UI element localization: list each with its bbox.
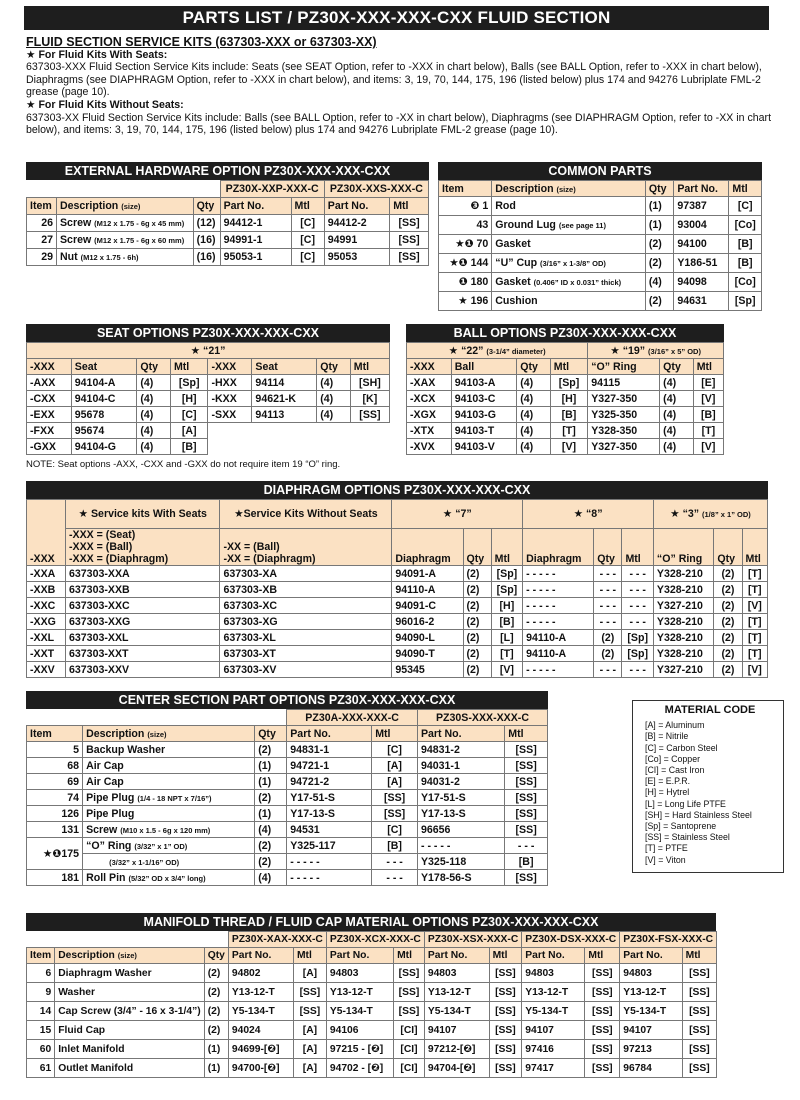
- service-kits-intro: [26, 36, 774, 137]
- ball-options-table: ★ “22” (3-1/4” diameter) ★ “19” (3/16” x 5” OD) -XXX Ball Qty Mtl “O” Ring Qty Mtl -XAX 94103-A (4) [Sp] 94115 (4) [E] -XCX 94103-C (4) [H] Y327-350 (4) [V] -XGX 94103-G (4) [B] Y325-350 (4) [B] -XTX 94103-T (4) [T] Y328-350 (4) [T] -XVX 94103-V (4) [V] Y327-350 (4) [V]: [406, 342, 724, 455]
- col-header: Part No.: [324, 198, 389, 215]
- group-header: ★ “3” (1/8” x 1” OD): [653, 500, 767, 529]
- col-header: Part No.: [674, 181, 729, 197]
- group-header: PZ30X-XSX-XXX-C: [424, 932, 521, 948]
- common-parts-section: [438, 162, 762, 311]
- table-row: -XAX 94103-A (4) [Sp] 94115 (4) [E]: [407, 375, 724, 391]
- group-header: ★ “22” (3-1/4” diameter): [407, 343, 588, 359]
- group-header: ★ Service kits With Seats: [66, 500, 220, 529]
- material-item: [A] = Aluminum: [645, 720, 705, 731]
- table-row: ★❶175 “O” Ring (3/32” x 1” OD) (2) Y325-117 [B] - - - - - - - -: [27, 838, 548, 854]
- center-section-title: CENTER SECTION PART OPTIONS PZ30X-XXX-XXX-CXX: [26, 691, 548, 709]
- material-code-legend: [632, 700, 784, 873]
- group-header: PZ30X-XXS-XXX-C: [324, 181, 428, 198]
- table-row: -XGX 94103-G (4) [B] Y325-350 (4) [B]: [407, 407, 724, 423]
- group-header: ★ “8”: [523, 500, 654, 529]
- kits-with-seats-text: 637303-XXX Fluid Section Service Kits include: Seats (see SEAT Option, refer to -XXX in chart below), Balls (see BALL Option, refer to -XXX in chart below), Diaphragms (see DIAPHRAGM Option, refer to -XXX in chart below), and items: 3, 19, 70, 144, 175, 196 (listed below) plus 174 and 94276 Lubriplate FML-2 grease (page 10).: [26, 61, 762, 99]
- kits-without-seats-heading: ★ For Fluid Kits Without Seats:: [26, 98, 184, 111]
- external-hardware-section: [26, 162, 429, 266]
- center-section-section: [26, 691, 548, 886]
- group-header: PZ30S-XXX-XXX-C: [417, 710, 547, 726]
- col-header: Part No.: [220, 198, 291, 215]
- table-row: 69 Air Cap (1) 94721-2 [A] 94031-2 [SS]: [27, 774, 548, 790]
- page-title: PARTS LIST / PZ30X-XXX-XXX-CXX FLUID SECTION: [24, 6, 769, 30]
- group-header: PZ30A-XXX-XXX-C: [287, 710, 418, 726]
- table-row: -FXX 95674 (4) [A]: [27, 423, 390, 439]
- table-row: 43 Ground Lug (see page 11) (1) 93004 [Co]: [439, 216, 762, 235]
- service-kits-heading: FLUID SECTION SERVICE KITS (637303-XXX or 637303-XX): [26, 35, 377, 49]
- table-row: 131 Screw (M10 x 1.5 - 6g x 120 mm) (4) 94531 [C] 96656 [SS]: [27, 822, 548, 838]
- seat-note: NOTE: Seat options -AXX, -CXX and -GXX do not require item 19 “O” ring.: [26, 459, 341, 470]
- table-row: -CXX 94104-C (4) [H] -KXX 94621-K (4) [K]: [27, 391, 390, 407]
- group-header: PZ30X-XXP-XXX-C: [220, 181, 324, 198]
- table-row: ★❶ 144 “U” Cup (3/16” x 1-3/8” OD) (2) Y186-51 [B]: [439, 254, 762, 273]
- group-header: ★ “21”: [27, 343, 390, 359]
- seat-options-section: [26, 324, 390, 470]
- kits-with-seats-heading: ★ For Fluid Kits With Seats:: [26, 48, 168, 61]
- group-header: PZ30X-DSX-XXX-C: [522, 932, 620, 948]
- table-row: 181 Roll Pin (5/32” OD x 3/4” long) (4) - - - - - - - - Y178-56-S [SS]: [27, 870, 548, 886]
- group-header: PZ30X-FSX-XXX-C: [620, 932, 717, 948]
- common-parts-title: COMMON PARTS: [438, 162, 762, 180]
- table-row: 68 Air Cap (1) 94721-1 [A] 94031-1 [SS]: [27, 758, 548, 774]
- seat-options-title: SEAT OPTIONS PZ30X-XXX-XXX-CXX: [26, 324, 390, 342]
- material-item: [T] = PTFE: [645, 843, 688, 854]
- table-row: -XCX 94103-C (4) [H] Y327-350 (4) [V]: [407, 391, 724, 407]
- group-header: PZ30X-XAX-XXX-C: [228, 932, 326, 948]
- external-hardware-title: EXTERNAL HARDWARE OPTION PZ30X-XXX-XXX-CXX: [26, 162, 429, 180]
- material-code-title: MATERIAL CODE: [664, 704, 756, 716]
- table-row: 29 Nut (M12 x 1.75 - 6h) (16) 95053-1 [C] 95053 [SS]: [27, 249, 429, 266]
- table-row: ❸ 1 Rod (1) 97387 [C]: [439, 197, 762, 216]
- diaphragm-options-table: -XXX ★ Service kits With Seats ★Service Kits Without Seats ★ “7” ★ “8” ★ “3” (1/8” x 1” OD) -XXX = (Seat) -XXX = (Ball) -XXX = (Diaphragm) -XX = (Ball) -XX = (Diaphragm) Diaphragm Qty Mtl Diaphragm Qty Mtl “O” Ring Qty Mtl -XXA 637303-XXA 637303-XA 94091-A (2) [Sp] - - - - - - - - - - - Y328-210 (2) [T] -XXB 637303-XXB 637303-XB 94110-A (2) [Sp] - - - - - - - - - - - Y328-210 (2) [T] -XXC 637303-XXC 637303-XC 94091-C (2) [H] - - - - - - - - - - - Y327-210 (2) [V] -XXG 637303-XXG 637303-XG 96016-2 (2) [B] - - - - - - - - - - - Y328-210 (2) [T] -XXL 637303-XXL 637303-XL 94090-L (2) [L] 94110-A (2) [Sp] Y328-210 (2) [T] -XXT 637303-XXT 637303-XT 94090-T (2) [T] 94110-A (2) [Sp] Y328-210 (2) [T] -XXV 637303-XXV 637303-XV 95345 (2) [V] - - - - - - - - - - - Y327-210 (2) [V]: [26, 499, 768, 678]
- group-header: ★ “7”: [392, 500, 523, 529]
- table-row: 126 Pipe Plug (1) Y17-13-S [SS] Y17-13-S [SS]: [27, 806, 548, 822]
- common-parts-table: [438, 180, 762, 311]
- diaphragm-options-section: [26, 481, 768, 678]
- table-row: 26 Screw (M12 x 1.75 - 6g x 45 mm) (12) 94412-1 [C] 94412-2 [SS]: [27, 215, 429, 232]
- material-item: [V] = Viton: [645, 854, 686, 865]
- table-row: 6 Diaphragm Washer (2) 94802 [A] 94803 [SS] 94803 [SS] 94803 [SS] 94803 [SS]: [27, 964, 717, 983]
- table-row: 15 Fluid Cap (2) 94024 [A] 94106 [CI] 94107 [SS] 94107 [SS] 94107 [SS]: [27, 1021, 717, 1040]
- table-row: -XXV 637303-XXV 637303-XV 95345 (2) [V] - - - - - - - - - - - Y327-210 (2) [V]: [27, 662, 768, 678]
- table-row: 61 Outlet Manifold (1) 94700-[❷] [A] 94702 - [❷] [CI] 94704-[❷] [SS] 97417 [SS] 96784 [SS]: [27, 1059, 717, 1078]
- group-header: ★ “19” (3/16” x 5” OD): [588, 343, 724, 359]
- group-header: ★Service Kits Without Seats: [220, 500, 392, 529]
- manifold-title: MANIFOLD THREAD / FLUID CAP MATERIAL OPTIONS PZ30X-XXX-XXX-CXX: [26, 913, 716, 931]
- table-row: -EXX 95678 (4) [C] -SXX 94113 (4) [SS]: [27, 407, 390, 423]
- center-section-table: PZ30A-XXX-XXX-C PZ30S-XXX-XXX-C Item Description (size) Qty Part No. Mtl Part No. Mtl 5 Backup Washer (2) 94831-1 [C] 94831-2 [SS] 68 Air Cap (1) 94721-1 [A] 94031-1 [SS] 69 Air Cap (1) 94721-2 [A] 94031-2 [SS] 74 Pipe Plug (1/4 - 18 NPT x 7/16”) (2) Y17-51-S [SS] Y17-51-S [SS] 126 Pipe Plug (1) Y17-13-S [SS] Y17-13-S [SS] 131 Screw (M10 x 1.5 - 6g x 120 mm) (4) 94531 [C] 96656 [SS] ★❶175 “O” Ring (3/32” x 1” OD) (2) Y325-117 [B] - - - - - - - - (3/32” x 1-1/16” OD) (2) - - - - - - - - Y325-118 [B] 181 Roll Pin (5/32” OD x 3/4” long) (4) - - - - - - - - Y178-56-S [SS]: [26, 709, 548, 886]
- table-row: 74 Pipe Plug (1/4 - 18 NPT x 7/16”) (2) Y17-51-S [SS] Y17-51-S [SS]: [27, 790, 548, 806]
- col-header: Qty: [193, 198, 220, 215]
- col-header: Qty: [645, 181, 674, 197]
- table-row: ★❶ 70 Gasket (2) 94100 [B]: [439, 235, 762, 254]
- col-header: Mtl: [729, 181, 762, 197]
- ball-options-title: BALL OPTIONS PZ30X-XXX-XXX-CXX: [406, 324, 724, 342]
- table-row: -GXX 94104-G (4) [B]: [27, 439, 390, 455]
- seat-options-table: ★ “21” -XXX Seat Qty Mtl -XXX Seat Qty Mtl -AXX 94104-A (4) [Sp] -HXX 94114 (4) [SH] -CXX 94104-C (4) [H] -KXX 94621-K (4) [K] -EXX 95678 (4) [C] -SXX 94113 (4) [SS] -FXX 95674 (4) [A] -GXX 94104-G (4) [B]: [26, 342, 390, 455]
- external-hardware-table: [26, 180, 429, 266]
- table-row: -XXG 637303-XXG 637303-XG 96016-2 (2) [B] - - - - - - - - - - - Y328-210 (2) [T]: [27, 614, 768, 630]
- material-item: [H] = Hytrel: [645, 787, 690, 798]
- material-item: [SS] = Stainless Steel: [645, 832, 730, 843]
- col-header: Item: [439, 181, 492, 197]
- material-item: [Sp] = Santoprene: [645, 821, 717, 832]
- kits-without-seats-text: 637303-XX Fluid Section Service Kits include: Balls (see BALL Option, refer to -XX in chart below), Diaphragms (see DIAPHRAGM Option, refer to -XX in chart below), and items: 3, 19, 70, 144, 175, 196 (listed below) plus 174 and 94276 Lubriplate FML-2 grease (page 10).: [26, 111, 772, 137]
- col-header: Mtl: [390, 198, 429, 215]
- table-row: -XVX 94103-V (4) [V] Y327-350 (4) [V]: [407, 439, 724, 455]
- material-item: [C] = Carbon Steel: [645, 742, 718, 753]
- table-row: -XXC 637303-XXC 637303-XC 94091-C (2) [H] - - - - - - - - - - - Y327-210 (2) [V]: [27, 598, 768, 614]
- table-row: ★ 196 Cushion (2) 94631 [Sp]: [439, 292, 762, 311]
- table-row: 60 Inlet Manifold (1) 94699-[❷] [A] 97215 - [❷] [CI] 97212-[❷] [SS] 97416 [SS] 97213 [SS]: [27, 1040, 717, 1059]
- table-row: 27 Screw (M12 x 1.75 - 6g x 60 mm) (16) 94991-1 [C] 94991 [SS]: [27, 232, 429, 249]
- material-item: [Co] = Copper: [645, 753, 701, 764]
- table-row: -XXA 637303-XXA 637303-XA 94091-A (2) [Sp] - - - - - - - - - - - Y328-210 (2) [T]: [27, 566, 768, 582]
- manifold-table: PZ30X-XAX-XXX-C PZ30X-XCX-XXX-C PZ30X-XSX-XXX-C PZ30X-DSX-XXX-C PZ30X-FSX-XXX-C Item Description (size) Qty Part No. Mtl Part No. Mtl Part No. Mtl Part No. Mtl Part No. Mtl 6 Diaphragm Washer (2) 94802 [A] 94803 [SS] 94803 [SS] 94803 [SS] 94803 [SS] 9 Washer (2) Y13-12-T [SS] Y13-12-T [SS] Y13-12-T [SS] Y13-12-T [SS] Y13-12-T [SS] 14 Cap Screw (3/4” - 16 x 3-1/4”) (2) Y5-134-T [SS] Y5-134-T [SS] Y5-134-T [SS] Y5-134-T [SS] Y5-134-T [SS] 15 Fluid Cap (2) 94024 [A] 94106 [CI] 94107 [SS] 94107 [SS] 94107 [SS] 60 Inlet Manifold (1) 94699-[❷] [A] 97215 - [❷] [CI] 97212-[❷] [SS] 97416 [SS] 97213 [SS] 61 Outlet Manifold (1) 94700-[❷] [A] 94702 - [❷] [CI] 94704-[❷] [SS] 97417 [SS] 96784 [SS]: [26, 931, 717, 1078]
- material-item: [E] = E.P.R.: [645, 776, 691, 787]
- table-row: -XXB 637303-XXB 637303-XB 94110-A (2) [Sp] - - - - - - - - - - - Y328-210 (2) [T]: [27, 582, 768, 598]
- table-row: 9 Washer (2) Y13-12-T [SS] Y13-12-T [SS] Y13-12-T [SS] Y13-12-T [SS] Y13-12-T [SS]: [27, 983, 717, 1002]
- ball-options-section: [406, 324, 724, 455]
- material-item: [SH] = Hard Stainless Steel: [645, 809, 752, 820]
- material-item: [B] = Nitrile: [645, 731, 689, 742]
- diaphragm-options-title: DIAPHRAGM OPTIONS PZ30X-XXX-XXX-CXX: [26, 481, 768, 499]
- manifold-section: [26, 913, 716, 1078]
- col-header: Mtl: [291, 198, 324, 215]
- table-row: ❶ 180 Gasket (0.406” ID x 0.031” thick) (4) 94098 [Co]: [439, 273, 762, 292]
- group-header: PZ30X-XCX-XXX-C: [326, 932, 424, 948]
- table-row: 14 Cap Screw (3/4” - 16 x 3-1/4”) (2) Y5-134-T [SS] Y5-134-T [SS] Y5-134-T [SS] Y5-134-T [SS] Y5-134-T [SS]: [27, 1002, 717, 1021]
- table-row: -AXX 94104-A (4) [Sp] -HXX 94114 (4) [SH]: [27, 375, 390, 391]
- table-row: -XTX 94103-T (4) [T] Y328-350 (4) [T]: [407, 423, 724, 439]
- table-row: -XXT 637303-XXT 637303-XT 94090-T (2) [T] 94110-A (2) [Sp] Y328-210 (2) [T]: [27, 646, 768, 662]
- table-row: -XXL 637303-XXL 637303-XL 94090-L (2) [L] 94110-A (2) [Sp] Y328-210 (2) [T]: [27, 630, 768, 646]
- material-item: [CI] = Cast Iron: [645, 765, 705, 776]
- table-row: (3/32” x 1-1/16” OD) (2) - - - - - - - - Y325-118 [B]: [27, 854, 548, 870]
- table-row: 5 Backup Washer (2) 94831-1 [C] 94831-2 [SS]: [27, 742, 548, 758]
- col-header: Description (size): [492, 181, 646, 197]
- col-header: Item: [27, 198, 57, 215]
- col-header: Description (size): [56, 198, 193, 215]
- material-item: [L] = Long Life PTFE: [645, 798, 726, 809]
